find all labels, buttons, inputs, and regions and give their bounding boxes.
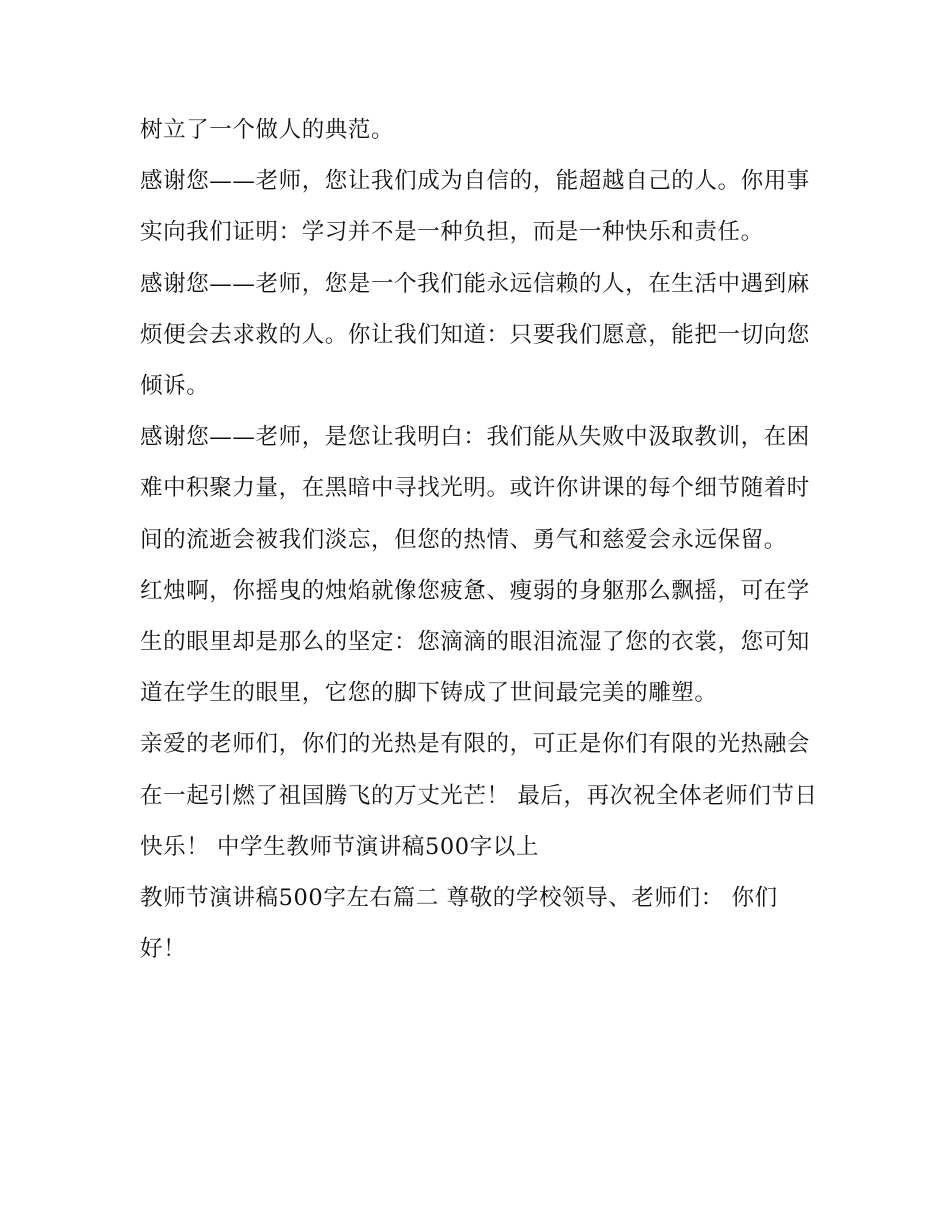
document-body <box>140 105 820 975</box>
paragraph-6: 亲爱的老师们，你们的光热是有限的，可正是你们有限的光热融会在一起引燃了祖国腾飞的万丈光芒！ 最后，再次祝全体老师们节日快乐！ 中学生教师节演讲稿500字以上 <box>140 731 818 860</box>
paragraph-4: 感谢您——老师，是您让我明白：我们能从失败中汲取教训，在困难中积聚力量，在黑暗中寻找光明。或许你讲课的每个细节随着时间的流逝会被我们淡忘，但您的热情、勇气和慈爱会永远保留。 <box>140 424 810 553</box>
paragraph-5: 红烛啊，你摇曳的烛焰就像您疲惫、瘦弱的身躯那么飘摇，可在学生的眼里却是那么的坚定：您滴滴的眼泪流湿了您的衣裳，您可知道在学生的眼里，它您的脚下铸成了世间最完美的雕塑。 <box>140 577 810 707</box>
paragraph-7: 教师节演讲稿500字左右篇二 尊敬的学校领导、老师们： 你们好！ <box>140 885 778 963</box>
paragraph-2: 感谢您——老师，您让我们成为自信的，能超越自己的人。你用事实向我们证明：学习并不是一种负担，而是一种快乐和责任。 <box>140 168 810 246</box>
paragraph-1: 树立了一个做人的典范。 <box>140 117 395 143</box>
paragraph-3: 感谢您——老师，您是一个我们能永远信赖的人，在生活中遇到麻烦便会去求救的人。你让我们知道：只要我们愿意，能把一切向您倾诉。 <box>140 270 810 400</box>
